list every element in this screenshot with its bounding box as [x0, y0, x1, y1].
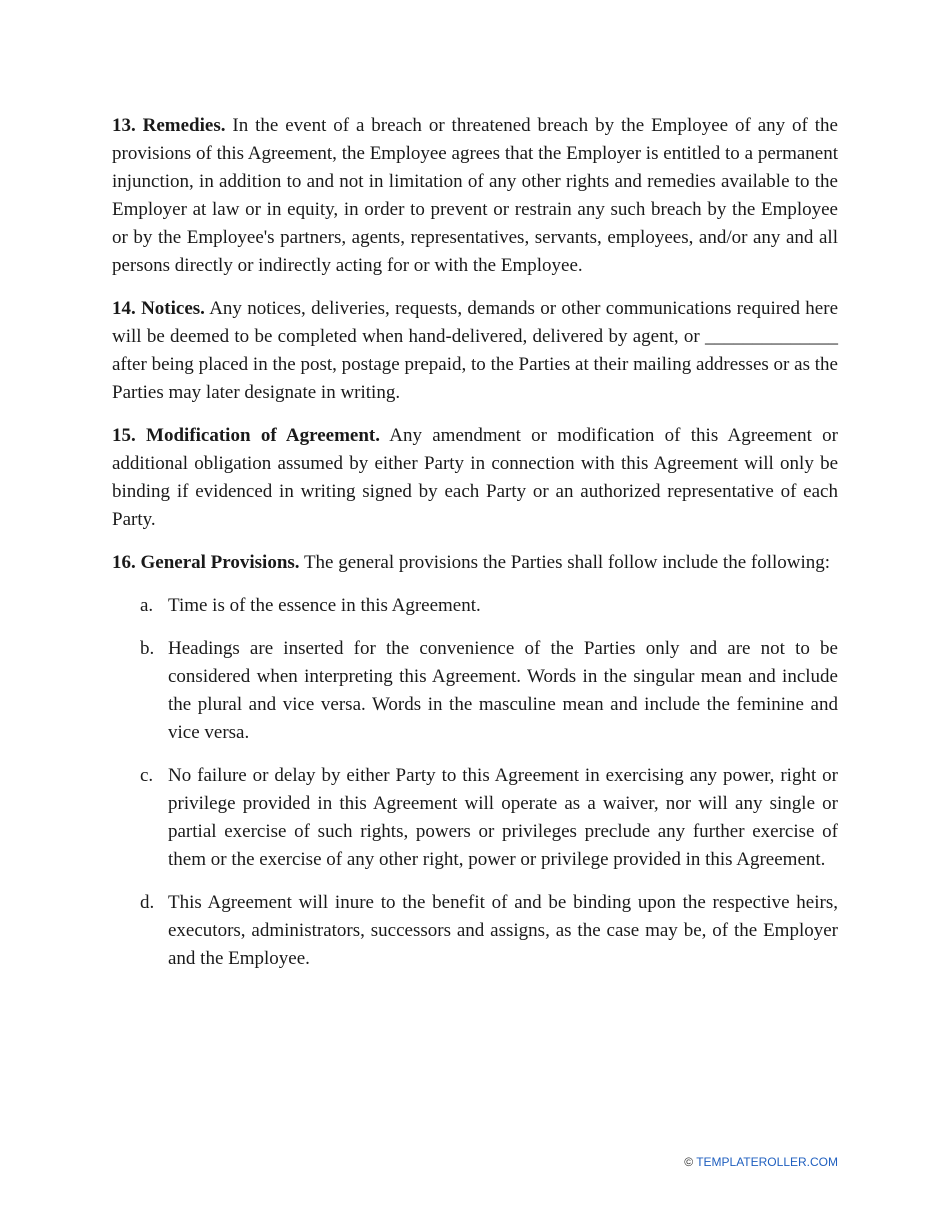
- section-text: The general provisions the Parties shall follow include the following:: [299, 552, 831, 573]
- section-heading: 16. General Provisions.: [112, 552, 300, 573]
- provisions-list: [112, 592, 838, 973]
- list-item: [112, 635, 838, 747]
- list-item-text: Time is of the essence in this Agreement.: [168, 595, 481, 616]
- copyright-symbol: ©: [684, 1155, 694, 1169]
- section-general-provisions: [112, 549, 838, 577]
- section-heading: 15. Modification of Agreement.: [112, 425, 380, 446]
- list-item-text: This Agreement will inure to the benefit of and be binding upon the respective heirs, executors, administrators, successors and assigns, as the case may be, of the Employer and the Employee.: [168, 892, 838, 969]
- footer-copyright: [684, 1155, 838, 1169]
- section-text: Any notices, deliveries, requests, demands or other communications required here will be deemed to be completed when hand-delivered, delivered by agent, or ______________ after being placed in the post, postage prepaid, to the Parties at their mailing addresses or as the Parties may later designate in writing.: [112, 298, 839, 403]
- list-item-text: No failure or delay by either Party to this Agreement in exercising any power, right or privilege provided in this Agreement will operate as a waiver, nor will any single or partial exercise of such rights, powers or privileges preclude any further exercise of them or the exercise of any other right, power or privilege provided in this Agreement.: [168, 765, 838, 870]
- document-page: [112, 112, 838, 988]
- section-notices: [112, 295, 838, 407]
- section-text: Any amendment or modification of this Agreement or additional obligation assumed by either Party in connection with this Agreement will only be binding if evidenced in writing signed by each Party or an authorized representative of each Party.: [112, 425, 838, 530]
- list-item-text: Headings are inserted for the convenience of the Parties only and are not to be considered when interpreting this Agreement. Words in the singular mean and include the plural and vice versa. Words in the masculine mean and include the feminine and vice versa.: [168, 638, 838, 743]
- section-modification: [112, 422, 838, 534]
- list-marker: a.: [140, 595, 154, 616]
- section-remedies: [112, 112, 838, 280]
- section-text: In the event of a breach or threatened breach by the Employee of any of the provisions of this Agreement, the Employee agrees that the Employer is entitled to a permanent injunction, in addition to and not in limitation of any other rights and remedies available to the Employer at law or in equity, in order to prevent or restrain any such breach by the Employee or by the Employee's partners, agents, representatives, servants, employees, and/or any and all persons directly or indirectly acting for or with the Employee.: [112, 115, 838, 276]
- list-marker: c.: [140, 765, 154, 786]
- list-item: [112, 592, 838, 620]
- list-item: [112, 889, 838, 973]
- list-item: [112, 762, 838, 874]
- section-heading: 14. Notices.: [112, 298, 205, 319]
- footer-site-link[interactable]: TEMPLATEROLLER.COM: [696, 1155, 838, 1169]
- list-marker: b.: [140, 638, 155, 659]
- section-heading: 13. Remedies.: [112, 115, 226, 136]
- list-marker: d.: [140, 892, 155, 913]
